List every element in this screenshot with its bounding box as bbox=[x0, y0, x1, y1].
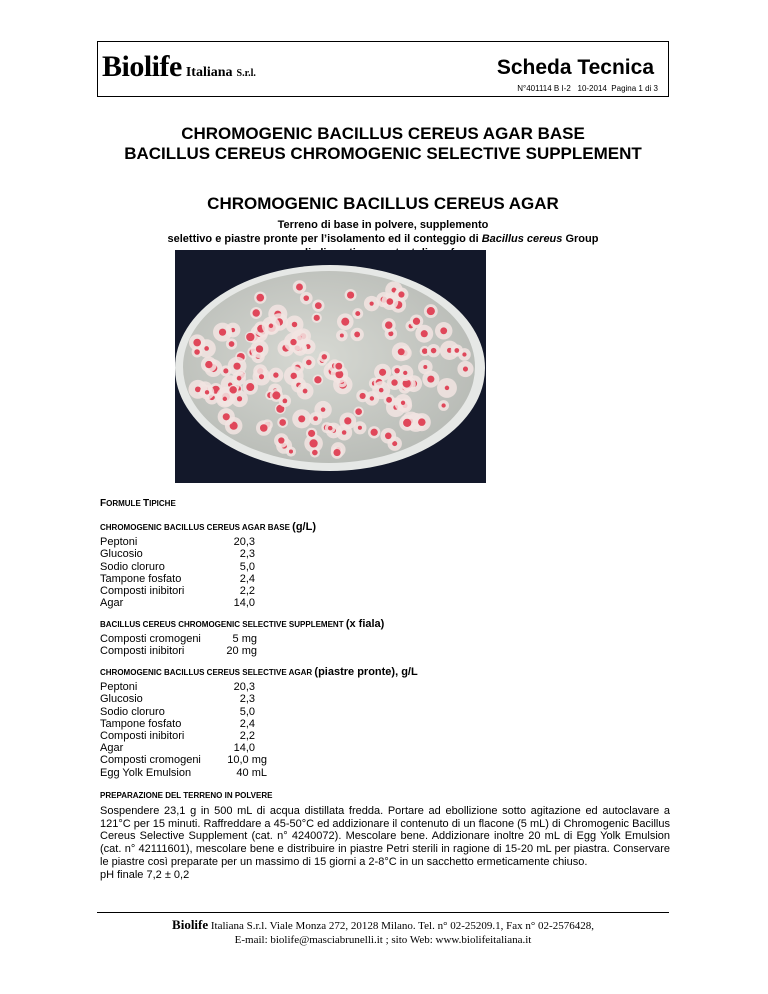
subtitle-text: selettivo e piastre pronte per l’isolamento ed il conteggio di bbox=[167, 233, 482, 245]
colony bbox=[391, 379, 397, 385]
colony bbox=[423, 365, 427, 369]
colony bbox=[379, 388, 384, 393]
petri-dish-image bbox=[175, 250, 486, 483]
colony bbox=[422, 348, 428, 354]
ingredient-value: 14,0 bbox=[233, 742, 255, 755]
table-row bbox=[100, 742, 418, 754]
formula-base-table bbox=[100, 536, 316, 609]
ingredient-value: 5 mg bbox=[232, 633, 257, 646]
colony bbox=[306, 360, 312, 366]
ingredient-value: 2,3 bbox=[239, 693, 255, 706]
heading-text: F bbox=[100, 498, 107, 509]
colony bbox=[246, 383, 254, 391]
table-row bbox=[100, 706, 418, 718]
colony bbox=[256, 345, 263, 352]
colony bbox=[321, 407, 326, 412]
ingredient-value: 2,2 bbox=[239, 729, 255, 742]
colony bbox=[387, 298, 394, 305]
ingredient-value: 5,0 bbox=[239, 705, 255, 718]
colony bbox=[193, 339, 201, 347]
ingredient-value: 10,0 mg bbox=[227, 754, 267, 767]
ingredient-value: 2,4 bbox=[239, 572, 255, 585]
formule-heading bbox=[100, 497, 176, 510]
table-row bbox=[100, 548, 316, 560]
ingredient-name: Tampone fosfato bbox=[100, 717, 182, 730]
brand-subname: Italiana bbox=[185, 65, 233, 80]
formula-title-text: BACILLUS CEREUS CHROMOGENIC SELECTIVE SUPPLEMENT bbox=[100, 620, 344, 629]
colony bbox=[272, 391, 280, 399]
ingredient-name: Glucosio bbox=[100, 693, 143, 706]
colony bbox=[237, 396, 242, 401]
footer-line-2: E-mail: biolife@masciabrunelli.it ; sito Web: www.biolifeitaliana.it bbox=[234, 934, 532, 946]
colony bbox=[256, 294, 264, 302]
colony bbox=[421, 330, 428, 337]
petri-dish-photo bbox=[175, 250, 486, 483]
table-row bbox=[100, 573, 316, 585]
colony bbox=[303, 389, 308, 394]
colony bbox=[394, 368, 399, 373]
colony bbox=[259, 374, 264, 379]
colony bbox=[340, 334, 344, 338]
colony bbox=[370, 301, 374, 305]
colony bbox=[370, 396, 374, 400]
colony bbox=[427, 376, 434, 383]
colony bbox=[313, 416, 318, 421]
table-row bbox=[100, 585, 316, 597]
colony bbox=[303, 295, 309, 301]
colony bbox=[401, 401, 405, 405]
colony bbox=[233, 363, 240, 370]
brand-srl: S.r.l. bbox=[236, 68, 256, 79]
colony bbox=[463, 366, 468, 371]
colony bbox=[427, 307, 435, 315]
ingredient-name: Egg Yolk Emulsion bbox=[100, 766, 192, 779]
ingredient-value: 40 mL bbox=[236, 766, 267, 779]
colony bbox=[246, 333, 254, 341]
company-logo bbox=[102, 50, 256, 84]
table-row bbox=[100, 681, 418, 693]
species-name: Bacillus cereus bbox=[481, 233, 563, 245]
brand-name: Biolife bbox=[102, 50, 182, 83]
colony bbox=[355, 408, 362, 415]
colony bbox=[355, 311, 360, 316]
colony bbox=[385, 321, 392, 328]
document-header bbox=[97, 41, 669, 97]
subtitle-text: Group bbox=[562, 233, 599, 245]
footer-divider bbox=[97, 912, 669, 913]
colony bbox=[431, 348, 436, 353]
ingredient-name: Peptoni bbox=[100, 681, 138, 694]
colony bbox=[403, 371, 407, 375]
ingredient-name: Glucosio bbox=[100, 548, 143, 561]
heading-text: IPICHE bbox=[149, 499, 176, 508]
colony bbox=[204, 346, 209, 351]
document-type: Scheda Tecnica bbox=[496, 56, 654, 79]
colony bbox=[312, 450, 318, 456]
footer-line-1 bbox=[97, 918, 669, 933]
preparazione-heading: PREPARAZIONE DEL TERRENO IN POLVERE bbox=[100, 791, 273, 800]
ingredient-name: Composti inibitori bbox=[100, 584, 185, 597]
colony bbox=[279, 419, 286, 426]
colony bbox=[440, 327, 447, 334]
ingredient-name: Peptoni bbox=[100, 536, 138, 549]
colony bbox=[445, 386, 450, 391]
formula-complete-table bbox=[100, 681, 418, 779]
colony bbox=[315, 302, 322, 309]
colony bbox=[314, 315, 320, 321]
colony bbox=[347, 291, 354, 298]
product-title-1: CHROMOGENIC BACILLUS CEREUS AGAR BASE bbox=[181, 124, 585, 143]
colony bbox=[314, 376, 321, 383]
ingredient-name: Agar bbox=[100, 597, 124, 610]
colony bbox=[194, 349, 200, 355]
colony bbox=[223, 413, 230, 420]
ingredient-name: Sodio cloruro bbox=[100, 705, 165, 718]
ingredient-name: Composti inibitori bbox=[100, 729, 185, 742]
formula-unit: (g/L) bbox=[292, 521, 316, 533]
colony bbox=[205, 361, 212, 368]
formula-base-title bbox=[100, 521, 316, 534]
colony bbox=[223, 368, 228, 373]
colony bbox=[441, 403, 445, 407]
heading-text: T bbox=[143, 498, 150, 509]
colony bbox=[309, 439, 317, 447]
colony bbox=[273, 372, 278, 377]
colony bbox=[403, 419, 411, 427]
colony bbox=[229, 341, 235, 347]
ingredient-value: 2,2 bbox=[239, 584, 255, 597]
table-row bbox=[100, 767, 418, 779]
heading-text: ORMULE bbox=[106, 499, 143, 508]
main-title: CHROMOGENIC BACILLUS CEREUS AGAR bbox=[207, 194, 559, 213]
colony bbox=[219, 329, 226, 336]
colony bbox=[278, 437, 284, 443]
ingredient-value: 2,4 bbox=[239, 717, 255, 730]
colony bbox=[308, 430, 315, 437]
ingredient-value: 2,3 bbox=[239, 548, 255, 561]
document-reference: N°401114 B I-2 10-2014 Pagina 1 di 3 bbox=[517, 84, 658, 93]
colony bbox=[398, 348, 405, 355]
colony bbox=[360, 393, 366, 399]
colony bbox=[290, 339, 296, 345]
colony bbox=[413, 318, 420, 325]
ingredient-name: Composti cromogeni bbox=[100, 754, 201, 767]
ingredient-value: 5,0 bbox=[239, 560, 255, 573]
formula-title-text: CHROMOGENIC BACILLUS CEREUS AGAR BASE bbox=[100, 523, 290, 532]
colony bbox=[322, 354, 327, 359]
colony bbox=[283, 399, 288, 404]
colony bbox=[398, 291, 404, 297]
formula-supplement bbox=[100, 618, 384, 658]
colony bbox=[386, 397, 392, 403]
colony bbox=[335, 363, 342, 370]
colony bbox=[333, 449, 340, 456]
ingredient-name: Sodio cloruro bbox=[100, 560, 165, 573]
footer-brand: Biolife bbox=[172, 917, 209, 932]
colony bbox=[385, 433, 392, 440]
subtitle-line-2 bbox=[97, 232, 669, 246]
footer-address: Italiana S.r.l. Viale Monza 272, 20128 Milano. Tel. n° 02-25209.1, Fax n° 02-2576428, bbox=[208, 920, 594, 932]
colony bbox=[328, 426, 333, 431]
formula-title-text: CHROMOGENIC BACILLUS CEREUS SELECTIVE AGAR bbox=[100, 668, 313, 677]
table-row bbox=[100, 645, 384, 657]
formula-supplement-table bbox=[100, 633, 384, 657]
ingredient-name: Tampone fosfato bbox=[100, 572, 182, 585]
title-block bbox=[97, 124, 669, 260]
ingredient-value: 20,3 bbox=[233, 536, 255, 549]
table-row bbox=[100, 754, 418, 766]
colony bbox=[269, 324, 273, 328]
ingredient-name: Composti cromogeni bbox=[100, 633, 201, 646]
colony bbox=[454, 348, 459, 353]
table-row bbox=[100, 718, 418, 730]
formula-complete-title bbox=[100, 666, 418, 679]
colony bbox=[252, 309, 259, 316]
colony bbox=[418, 418, 426, 426]
table-row bbox=[100, 597, 316, 609]
ingredient-name: Composti inibitori bbox=[100, 645, 185, 658]
subtitle-line-1: Terreno di base in polvere, supplemento bbox=[277, 219, 489, 231]
table-row bbox=[100, 536, 316, 548]
product-title-2: BACILLUS CEREUS CHROMOGENIC SELECTIVE SUPPLEMENT bbox=[124, 144, 642, 163]
colony bbox=[205, 390, 209, 394]
preparazione-section bbox=[100, 790, 670, 882]
colony bbox=[292, 322, 298, 328]
formula-unit: (x fiala) bbox=[345, 618, 385, 630]
preparazione-text: Sospendere 23,1 g in 500 mL di acqua distillata fredda. Portare ad ebollizione sotto agitazione ed autoclavare a 121°C per 15 minuti. Raffreddare a 45-50°C ed addizionare il contenuto di un flacone (5 mL) di Chromogenic Bacillus Cereus Selective Supplement (cat. n° 4240072). Mescolare bene. Addizionare inoltre 20 mL di Egg Yolk Emulsion (cat. n° 42111601), mescolare bene e distribuire in piastre Petri sterili in ragione di 15-20 mL per piastra. Conservare le piastre così preparate per un massimo di 15 giorni a 2-8°C in un sacchetto ermeticamente chiuso. bbox=[100, 804, 670, 868]
ingredient-name: Agar bbox=[100, 742, 124, 755]
colony bbox=[296, 284, 303, 291]
colony bbox=[341, 318, 349, 326]
colony bbox=[354, 332, 360, 338]
footer bbox=[97, 918, 669, 947]
colony bbox=[344, 417, 351, 424]
formula-unit: (piastre pronte), g/L bbox=[314, 666, 418, 678]
formula-base bbox=[100, 521, 316, 609]
colony bbox=[237, 376, 242, 381]
colony bbox=[223, 397, 227, 401]
colony bbox=[379, 369, 386, 376]
table-row bbox=[100, 693, 418, 705]
colony bbox=[298, 415, 305, 422]
ph-value: pH finale 7,2 ± 0,2 bbox=[100, 868, 190, 881]
ingredient-value: 20 mg bbox=[226, 645, 257, 658]
table-row bbox=[100, 561, 316, 573]
formula-complete bbox=[100, 666, 418, 779]
colony bbox=[342, 430, 347, 435]
colony bbox=[358, 426, 362, 430]
colony bbox=[289, 449, 293, 453]
table-row bbox=[100, 633, 384, 645]
colony bbox=[371, 429, 378, 436]
colony bbox=[462, 352, 466, 356]
colony bbox=[260, 424, 268, 432]
ingredient-value: 14,0 bbox=[233, 597, 255, 610]
ingredient-value: 20,3 bbox=[233, 681, 255, 694]
formula-supplement-title bbox=[100, 618, 384, 631]
table-row bbox=[100, 730, 418, 742]
